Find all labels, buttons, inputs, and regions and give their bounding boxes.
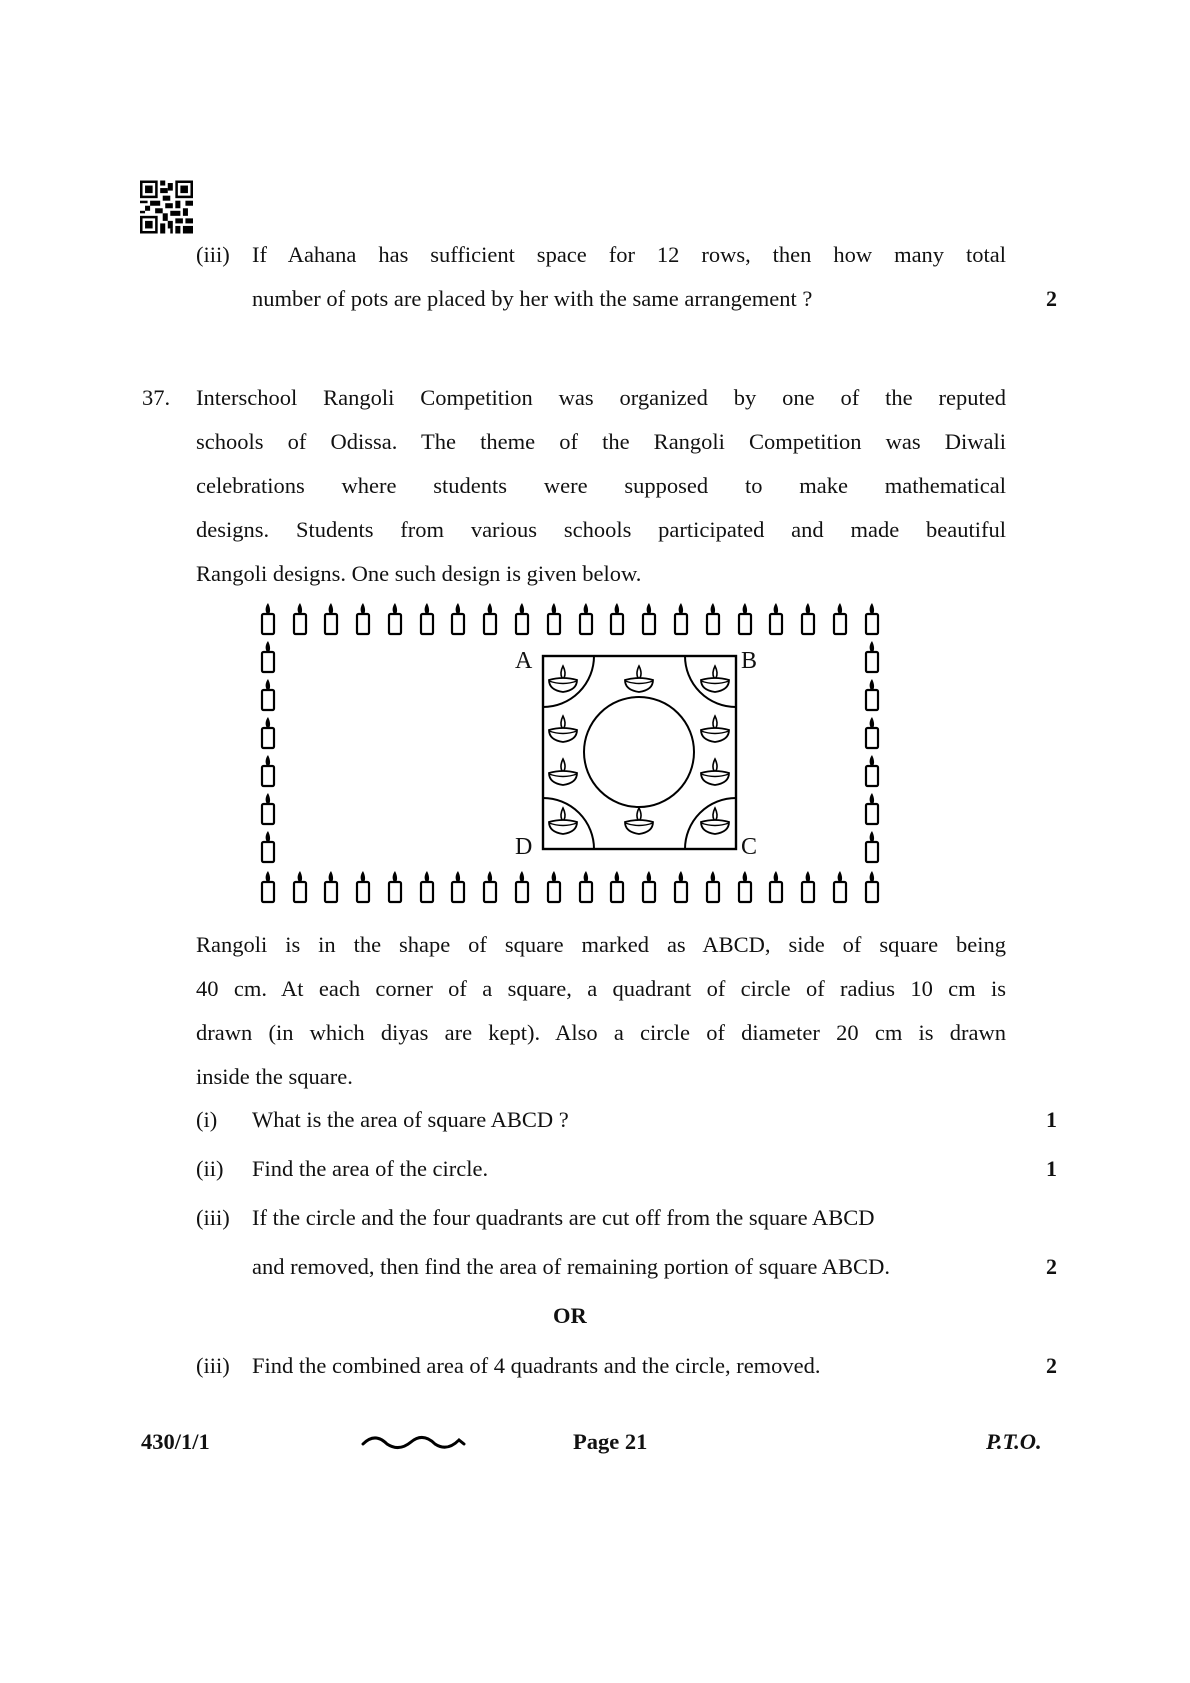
- candle-border: [262, 603, 878, 902]
- part-i-label: (i): [196, 1107, 218, 1132]
- part-iii-text-line-2: and removed, then find the area of remaining portion of square ABCD.: [252, 1254, 890, 1279]
- vertex-label-d: D: [515, 834, 533, 860]
- intro-line-4: designs. Students from various schools participated and made beautiful: [196, 517, 1006, 542]
- intro-line-3: celebrations where students were supposed to make mathematical: [196, 473, 1006, 498]
- description-line-1: Rangoli is in the shape of square marked as ABCD, side of square being: [196, 932, 1006, 957]
- description-line-2: 40 cm. At each corner of a square, a quadrant of circle of radius 10 cm is: [196, 976, 1006, 1001]
- part-i-marks: 1: [1046, 1107, 1057, 1132]
- alt-part-iii-label: (iii): [196, 1353, 230, 1378]
- vertex-label-a: A: [515, 648, 533, 674]
- intro-line-1: Interschool Rangoli Competition was organized by one of the reputed: [196, 385, 1006, 410]
- prev-part-text-line-1: If Aahana has sufficient space for 12 rows, then how many total: [252, 242, 1006, 267]
- prev-part-text-line-2: number of pots are placed by her with the same arrangement ?: [252, 286, 813, 311]
- part-iii-label: (iii): [196, 1205, 230, 1230]
- vertex-label-b: B: [741, 648, 758, 674]
- or-separator: OR: [553, 1303, 587, 1328]
- description-line-3: drawn (in which diyas are kept). Also a circle of diameter 20 cm is drawn: [196, 1020, 1006, 1045]
- part-iii-text-line-1: If the circle and the four quadrants are cut off from the square ABCD: [252, 1205, 875, 1230]
- part-ii-marks: 1: [1046, 1156, 1057, 1181]
- description-line-4: inside the square.: [196, 1064, 353, 1089]
- prev-part-marks: 2: [1046, 286, 1057, 311]
- intro-line-5: Rangoli designs. One such design is given below.: [196, 561, 642, 586]
- intro-line-2: schools of Odissa. The theme of the Rangoli Competition was Diwali: [196, 429, 1006, 454]
- prev-part-label: (iii): [196, 242, 230, 267]
- part-iii-marks: 2: [1046, 1254, 1057, 1279]
- question-number: 37.: [142, 385, 171, 410]
- part-ii-text: Find the area of the circle.: [252, 1156, 489, 1181]
- part-ii-label: (ii): [196, 1156, 224, 1181]
- page-number: Page 21: [573, 1429, 648, 1454]
- alt-part-iii-marks: 2: [1046, 1353, 1057, 1378]
- paper-code: 430/1/1: [141, 1429, 210, 1454]
- please-turn-over: P.T.O.: [986, 1429, 1042, 1454]
- vertex-label-c: C: [741, 834, 758, 860]
- wave-ornament-icon: [360, 1432, 470, 1452]
- alt-part-iii-text: Find the combined area of 4 quadrants and the circle, removed.: [252, 1353, 821, 1378]
- part-i-text: What is the area of square ABCD ?: [252, 1107, 569, 1132]
